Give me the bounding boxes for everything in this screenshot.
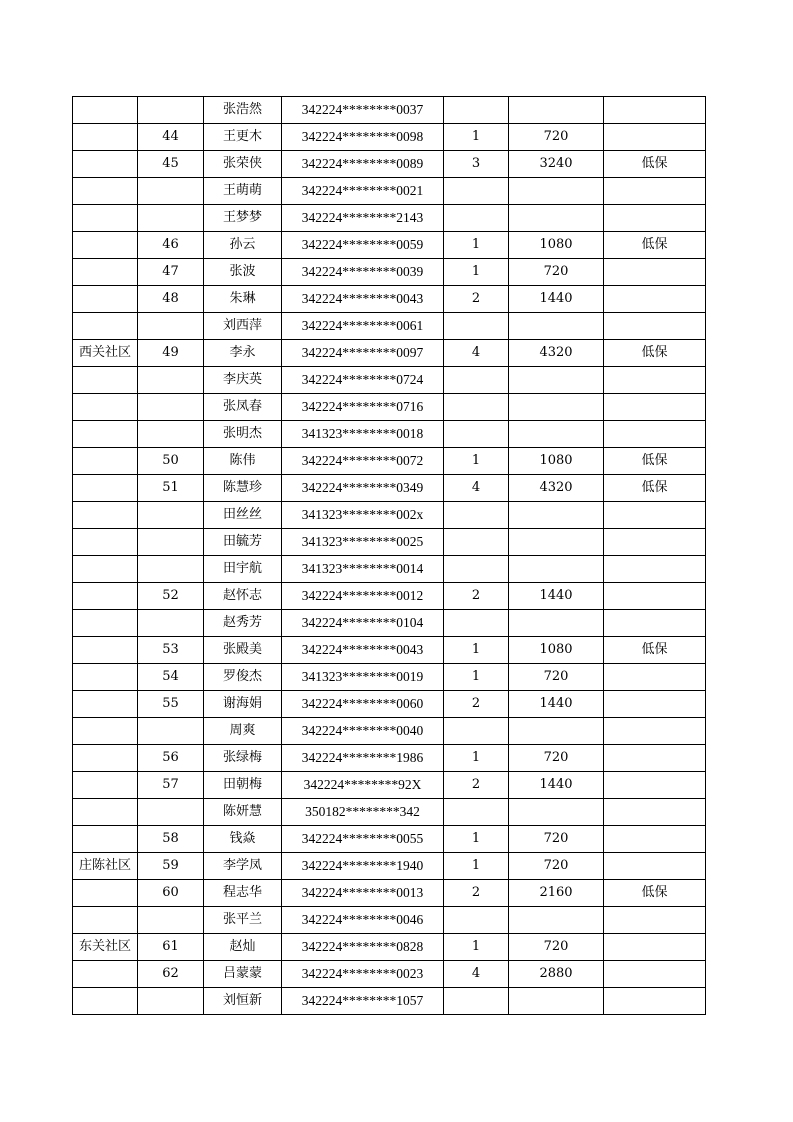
id-number-cell: 342224********0055 [282, 826, 444, 853]
amount-cell [509, 610, 604, 637]
table-row [73, 259, 706, 286]
note-cell: 低保 [604, 475, 706, 502]
serial-number-cell: 55 [138, 691, 204, 718]
note-cell [604, 772, 706, 799]
note-cell [604, 205, 706, 232]
note-cell [604, 934, 706, 961]
person-name-cell: 王萌萌 [204, 178, 282, 205]
note-cell [604, 529, 706, 556]
serial-number-cell [138, 799, 204, 826]
household-count-cell: 2 [444, 772, 509, 799]
household-count-cell: 1 [444, 448, 509, 475]
person-name-cell: 张浩然 [204, 97, 282, 124]
household-count-cell: 2 [444, 880, 509, 907]
id-number-cell: 342224********0037 [282, 97, 444, 124]
person-name-cell: 王更木 [204, 124, 282, 151]
roster-table [72, 96, 706, 1015]
serial-number-cell [138, 313, 204, 340]
table-row [73, 232, 706, 259]
amount-cell [509, 178, 604, 205]
serial-number-cell: 45 [138, 151, 204, 178]
note-cell [604, 691, 706, 718]
note-cell [604, 961, 706, 988]
person-name-cell: 张绿梅 [204, 745, 282, 772]
serial-number-cell: 49 [138, 340, 204, 367]
id-number-cell: 342224********0023 [282, 961, 444, 988]
table-row [73, 799, 706, 826]
serial-number-cell: 62 [138, 961, 204, 988]
note-cell [604, 988, 706, 1015]
roster-table-body [73, 97, 706, 1015]
amount-cell: 1440 [509, 286, 604, 313]
household-count-cell: 2 [444, 583, 509, 610]
table-row [73, 988, 706, 1015]
serial-number-cell [138, 529, 204, 556]
table-row [73, 718, 706, 745]
community-cell [73, 610, 138, 637]
table-row [73, 124, 706, 151]
id-number-cell: 342224********0098 [282, 124, 444, 151]
community-cell [73, 286, 138, 313]
table-row [73, 178, 706, 205]
id-number-cell: 342224********0828 [282, 934, 444, 961]
note-cell [604, 367, 706, 394]
table-row [73, 286, 706, 313]
household-count-cell [444, 799, 509, 826]
community-cell [73, 718, 138, 745]
person-name-cell: 李学凤 [204, 853, 282, 880]
id-number-cell: 342224********0043 [282, 637, 444, 664]
note-cell [604, 745, 706, 772]
amount-cell: 1080 [509, 232, 604, 259]
community-cell [73, 988, 138, 1015]
amount-cell [509, 394, 604, 421]
serial-number-cell: 47 [138, 259, 204, 286]
note-cell: 低保 [604, 340, 706, 367]
person-name-cell: 张殿美 [204, 637, 282, 664]
table-row [73, 421, 706, 448]
id-number-cell: 342224********2143 [282, 205, 444, 232]
id-number-cell: 342224********0104 [282, 610, 444, 637]
note-cell [604, 718, 706, 745]
household-count-cell [444, 718, 509, 745]
table-row [73, 880, 706, 907]
table-row [73, 367, 706, 394]
community-cell [73, 691, 138, 718]
household-count-cell [444, 97, 509, 124]
table-row [73, 448, 706, 475]
person-name-cell: 陈慧珍 [204, 475, 282, 502]
id-number-cell: 342224********0043 [282, 286, 444, 313]
id-number-cell: 342224********1986 [282, 745, 444, 772]
person-name-cell: 田朝梅 [204, 772, 282, 799]
table-row [73, 853, 706, 880]
person-name-cell: 赵怀志 [204, 583, 282, 610]
serial-number-cell [138, 988, 204, 1015]
table-row [73, 745, 706, 772]
table-row [73, 313, 706, 340]
serial-number-cell: 60 [138, 880, 204, 907]
amount-cell: 1440 [509, 583, 604, 610]
community-cell [73, 124, 138, 151]
serial-number-cell [138, 907, 204, 934]
household-count-cell: 1 [444, 934, 509, 961]
id-number-cell: 342224********1057 [282, 988, 444, 1015]
table-row [73, 961, 706, 988]
person-name-cell: 钱焱 [204, 826, 282, 853]
amount-cell [509, 421, 604, 448]
id-number-cell: 341323********0014 [282, 556, 444, 583]
serial-number-cell: 44 [138, 124, 204, 151]
community-cell [73, 151, 138, 178]
serial-number-cell [138, 502, 204, 529]
id-number-cell: 342224********0040 [282, 718, 444, 745]
amount-cell: 720 [509, 664, 604, 691]
serial-number-cell [138, 394, 204, 421]
community-cell [73, 259, 138, 286]
serial-number-cell [138, 718, 204, 745]
id-number-cell: 342224********0046 [282, 907, 444, 934]
amount-cell: 720 [509, 745, 604, 772]
community-cell [73, 232, 138, 259]
note-cell [604, 664, 706, 691]
note-cell: 低保 [604, 448, 706, 475]
community-cell: 庄陈社区 [73, 853, 138, 880]
person-name-cell: 谢海娟 [204, 691, 282, 718]
id-number-cell: 342224********0716 [282, 394, 444, 421]
note-cell [604, 178, 706, 205]
household-count-cell: 4 [444, 475, 509, 502]
id-number-cell: 342224********0059 [282, 232, 444, 259]
community-cell [73, 448, 138, 475]
table-row [73, 97, 706, 124]
community-cell [73, 799, 138, 826]
amount-cell: 2160 [509, 880, 604, 907]
id-number-cell: 341323********0019 [282, 664, 444, 691]
amount-cell [509, 313, 604, 340]
serial-number-cell: 57 [138, 772, 204, 799]
note-cell [604, 286, 706, 313]
amount-cell: 1440 [509, 691, 604, 718]
person-name-cell: 张波 [204, 259, 282, 286]
table-row [73, 610, 706, 637]
table-row [73, 907, 706, 934]
household-count-cell [444, 367, 509, 394]
person-name-cell: 赵秀芳 [204, 610, 282, 637]
community-cell [73, 583, 138, 610]
household-count-cell [444, 556, 509, 583]
community-cell [73, 826, 138, 853]
person-name-cell: 罗俊杰 [204, 664, 282, 691]
community-cell [73, 421, 138, 448]
note-cell [604, 610, 706, 637]
person-name-cell: 刘恒新 [204, 988, 282, 1015]
community-cell [73, 745, 138, 772]
household-count-cell [444, 394, 509, 421]
person-name-cell: 田毓芳 [204, 529, 282, 556]
household-count-cell: 1 [444, 637, 509, 664]
id-number-cell: 341323********0018 [282, 421, 444, 448]
table-row [73, 556, 706, 583]
note-cell [604, 313, 706, 340]
person-name-cell: 孙云 [204, 232, 282, 259]
note-cell [604, 907, 706, 934]
person-name-cell: 程志华 [204, 880, 282, 907]
community-cell [73, 205, 138, 232]
amount-cell: 720 [509, 124, 604, 151]
id-number-cell: 342224********0724 [282, 367, 444, 394]
person-name-cell: 张荣侠 [204, 151, 282, 178]
amount-cell: 720 [509, 934, 604, 961]
amount-cell: 2880 [509, 961, 604, 988]
id-number-cell: 342224********0021 [282, 178, 444, 205]
person-name-cell: 王梦梦 [204, 205, 282, 232]
person-name-cell: 田丝丝 [204, 502, 282, 529]
person-name-cell: 李永 [204, 340, 282, 367]
household-count-cell [444, 421, 509, 448]
note-cell [604, 421, 706, 448]
note-cell [604, 799, 706, 826]
serial-number-cell: 52 [138, 583, 204, 610]
community-cell [73, 556, 138, 583]
household-count-cell: 4 [444, 340, 509, 367]
household-count-cell [444, 502, 509, 529]
amount-cell [509, 799, 604, 826]
table-row [73, 691, 706, 718]
note-cell: 低保 [604, 880, 706, 907]
household-count-cell: 1 [444, 232, 509, 259]
household-count-cell: 4 [444, 961, 509, 988]
table-row [73, 826, 706, 853]
serial-number-cell: 48 [138, 286, 204, 313]
community-cell [73, 529, 138, 556]
community-cell [73, 178, 138, 205]
id-number-cell: 342224********0089 [282, 151, 444, 178]
serial-number-cell [138, 205, 204, 232]
amount-cell [509, 205, 604, 232]
note-cell [604, 124, 706, 151]
person-name-cell: 刘西萍 [204, 313, 282, 340]
person-name-cell: 陈妍慧 [204, 799, 282, 826]
community-cell [73, 907, 138, 934]
note-cell [604, 853, 706, 880]
household-count-cell [444, 529, 509, 556]
amount-cell: 1080 [509, 637, 604, 664]
note-cell [604, 97, 706, 124]
household-count-cell [444, 178, 509, 205]
amount-cell [509, 988, 604, 1015]
household-count-cell: 3 [444, 151, 509, 178]
community-cell: 西关社区 [73, 340, 138, 367]
household-count-cell [444, 205, 509, 232]
note-cell: 低保 [604, 232, 706, 259]
id-number-cell: 342224********0061 [282, 313, 444, 340]
amount-cell: 1440 [509, 772, 604, 799]
person-name-cell: 李庆英 [204, 367, 282, 394]
serial-number-cell [138, 556, 204, 583]
note-cell [604, 556, 706, 583]
table-row [73, 664, 706, 691]
table-row [73, 475, 706, 502]
id-number-cell: 342224********0039 [282, 259, 444, 286]
note-cell [604, 394, 706, 421]
community-cell [73, 313, 138, 340]
amount-cell: 4320 [509, 340, 604, 367]
community-cell [73, 367, 138, 394]
note-cell [604, 502, 706, 529]
serial-number-cell [138, 178, 204, 205]
id-number-cell: 342224********1940 [282, 853, 444, 880]
serial-number-cell [138, 610, 204, 637]
household-count-cell: 1 [444, 664, 509, 691]
household-count-cell: 1 [444, 259, 509, 286]
serial-number-cell: 54 [138, 664, 204, 691]
household-count-cell: 1 [444, 853, 509, 880]
table-row [73, 394, 706, 421]
person-name-cell: 周爽 [204, 718, 282, 745]
household-count-cell: 1 [444, 124, 509, 151]
id-number-cell: 342224********0060 [282, 691, 444, 718]
community-cell [73, 772, 138, 799]
serial-number-cell: 58 [138, 826, 204, 853]
serial-number-cell: 59 [138, 853, 204, 880]
person-name-cell: 张凤春 [204, 394, 282, 421]
id-number-cell: 342224********0349 [282, 475, 444, 502]
person-name-cell: 吕蒙蒙 [204, 961, 282, 988]
table-row [73, 934, 706, 961]
id-number-cell: 342224********92X [282, 772, 444, 799]
table-row [73, 502, 706, 529]
table-row [73, 772, 706, 799]
community-cell [73, 394, 138, 421]
note-cell [604, 259, 706, 286]
community-cell [73, 664, 138, 691]
community-cell [73, 502, 138, 529]
amount-cell [509, 97, 604, 124]
serial-number-cell [138, 421, 204, 448]
amount-cell [509, 556, 604, 583]
id-number-cell: 350182********342 [282, 799, 444, 826]
household-count-cell [444, 313, 509, 340]
household-count-cell [444, 988, 509, 1015]
id-number-cell: 341323********0025 [282, 529, 444, 556]
household-count-cell [444, 907, 509, 934]
note-cell: 低保 [604, 151, 706, 178]
table-row [73, 340, 706, 367]
serial-number-cell: 56 [138, 745, 204, 772]
amount-cell [509, 718, 604, 745]
id-number-cell: 342224********0097 [282, 340, 444, 367]
community-cell [73, 475, 138, 502]
household-count-cell: 2 [444, 691, 509, 718]
id-number-cell: 341323********002x [282, 502, 444, 529]
community-cell [73, 637, 138, 664]
person-name-cell: 张平兰 [204, 907, 282, 934]
person-name-cell: 田宇航 [204, 556, 282, 583]
table-row [73, 583, 706, 610]
amount-cell: 3240 [509, 151, 604, 178]
id-number-cell: 342224********0013 [282, 880, 444, 907]
id-number-cell: 342224********0012 [282, 583, 444, 610]
amount-cell: 720 [509, 853, 604, 880]
community-cell [73, 961, 138, 988]
household-count-cell: 2 [444, 286, 509, 313]
note-cell [604, 583, 706, 610]
amount-cell: 4320 [509, 475, 604, 502]
person-name-cell: 陈伟 [204, 448, 282, 475]
amount-cell: 720 [509, 259, 604, 286]
amount-cell: 1080 [509, 448, 604, 475]
serial-number-cell: 46 [138, 232, 204, 259]
serial-number-cell [138, 367, 204, 394]
amount-cell: 720 [509, 826, 604, 853]
serial-number-cell: 51 [138, 475, 204, 502]
serial-number-cell: 53 [138, 637, 204, 664]
serial-number-cell: 61 [138, 934, 204, 961]
person-name-cell: 张明杰 [204, 421, 282, 448]
table-row [73, 637, 706, 664]
community-cell [73, 880, 138, 907]
person-name-cell: 赵灿 [204, 934, 282, 961]
community-cell [73, 97, 138, 124]
amount-cell [509, 502, 604, 529]
serial-number-cell [138, 97, 204, 124]
serial-number-cell: 50 [138, 448, 204, 475]
note-cell: 低保 [604, 637, 706, 664]
household-count-cell [444, 610, 509, 637]
community-cell: 东关社区 [73, 934, 138, 961]
household-count-cell: 1 [444, 745, 509, 772]
table-row [73, 151, 706, 178]
id-number-cell: 342224********0072 [282, 448, 444, 475]
table-row [73, 529, 706, 556]
amount-cell [509, 529, 604, 556]
amount-cell [509, 367, 604, 394]
person-name-cell: 朱琳 [204, 286, 282, 313]
table-row [73, 205, 706, 232]
household-count-cell: 1 [444, 826, 509, 853]
note-cell [604, 826, 706, 853]
amount-cell [509, 907, 604, 934]
